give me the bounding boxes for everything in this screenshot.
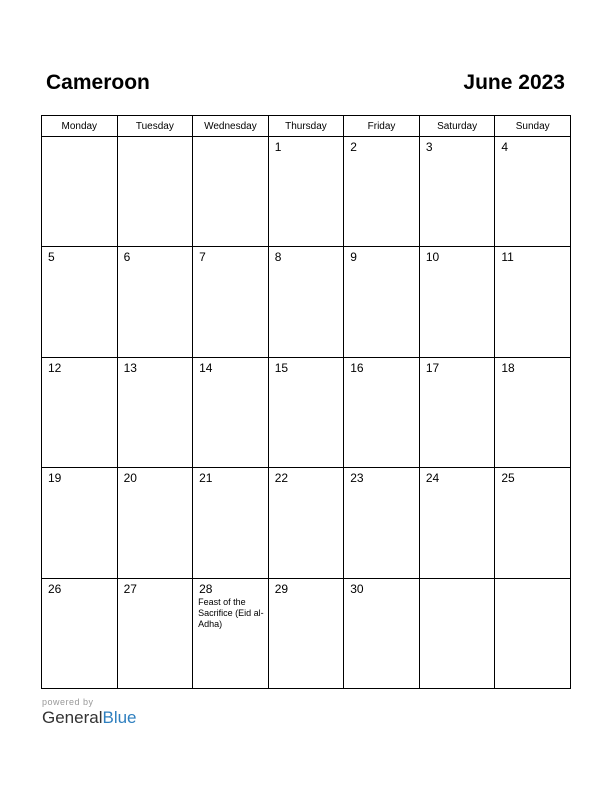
day-cell [495,468,571,578]
day-number: 16 [350,360,364,375]
week-row [42,578,571,688]
day-number: 26 [48,581,62,596]
day-cell [42,137,118,247]
day-cell [495,578,571,688]
country-title: Cameroon [46,71,150,94]
day-cell [495,247,571,357]
day-cell [193,468,269,578]
day-cell [193,357,269,467]
day-cell [344,247,420,357]
day-number: 15 [274,360,289,375]
calendar-grid [41,115,571,689]
day-cell [268,578,344,688]
day-number: 13 [123,360,137,375]
weekday-header: Monday [42,116,118,137]
day-cell [117,137,193,247]
day-number: 12 [48,360,62,375]
day-number: 11 [501,250,514,265]
day-cell [344,578,420,688]
day-cell [268,247,344,357]
weekday-header: Sunday [495,116,571,137]
day-number: 23 [350,471,364,486]
day-number: 20 [123,471,137,486]
week-row [42,247,571,357]
day-number: 24 [425,471,440,486]
day-number: 21 [199,471,213,486]
weekday-header: Saturday [419,116,495,137]
day-number: 28 [199,581,213,596]
day-number: 5 [48,250,55,265]
day-cell [42,357,118,467]
day-number: 3 [425,140,433,154]
day-cell [344,468,420,578]
day-number: 10 [425,250,440,265]
day-cell [42,578,118,688]
day-cell [419,468,495,578]
day-number: 25 [501,471,515,486]
weekday-header: Thursday [268,116,344,137]
day-cell [268,357,344,467]
week-row [42,357,571,467]
day-number: 1 [274,140,282,154]
powered-by-text: powered by [42,697,94,707]
day-cell [419,247,495,357]
day-number: 27 [123,581,137,596]
day-number: 19 [48,471,62,486]
day-cell [344,137,420,247]
day-cell [193,247,269,357]
month-title: June 2023 [463,71,565,94]
brand-name-general: General [42,708,103,727]
week-row [42,468,571,578]
day-cell [419,357,495,467]
day-number: 2 [350,140,357,154]
weekday-header: Tuesday [117,116,193,137]
day-number: 8 [274,250,282,265]
day-cell [42,468,118,578]
day-number: 17 [425,360,440,375]
day-cell [268,468,344,578]
brand-logo [42,708,137,728]
day-cell [419,137,495,247]
week-row [42,137,571,247]
day-number: 6 [123,250,131,265]
day-cell [193,578,269,688]
day-number: 22 [274,471,289,486]
day-number: 30 [350,581,364,596]
day-cell [117,247,193,357]
day-cell [117,468,193,578]
day-number: 7 [199,250,206,265]
day-number: 9 [350,250,357,265]
holiday-label: Feast of the Sacrifice (Eid al-Adha) [198,596,264,629]
day-cell [117,357,193,467]
day-cell [117,578,193,688]
day-cell [268,137,344,247]
day-cell [193,137,269,247]
weekday-header: Wednesday [193,116,269,137]
brand-name-blue: Blue [102,708,137,727]
day-cell [495,357,571,467]
day-cell [42,247,118,357]
footer-brand [42,697,137,728]
day-number: 4 [501,140,509,154]
weekday-header: Friday [344,116,420,137]
day-cell [419,578,495,688]
weekday-header-row [42,116,571,137]
day-number: 14 [199,360,213,375]
day-cell [344,357,420,467]
day-number: 29 [274,581,289,596]
day-cell [495,137,571,247]
day-number: 18 [501,360,515,375]
